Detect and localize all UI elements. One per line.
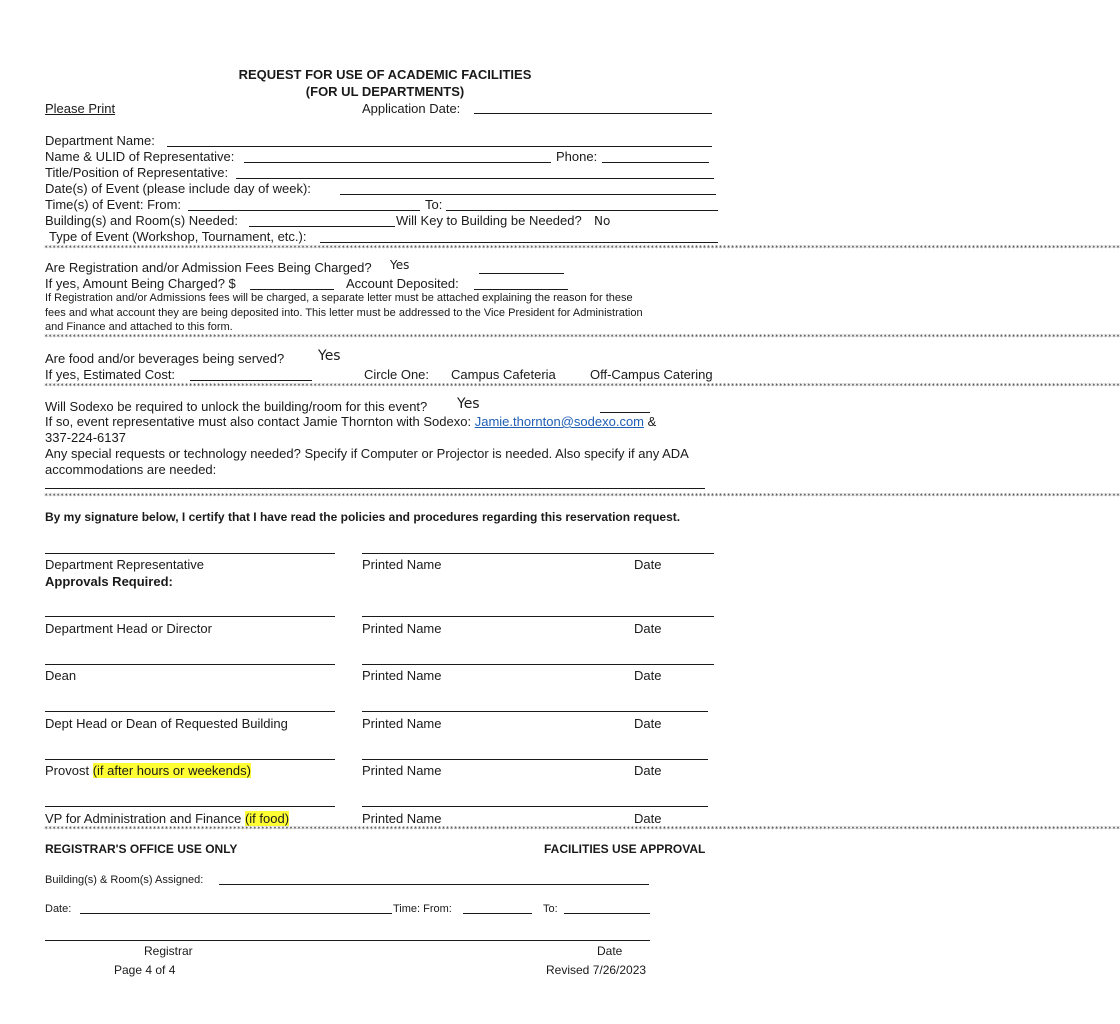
vp-signature-line[interactable] bbox=[45, 806, 335, 807]
food-question: Are food and/or beverages being served? bbox=[45, 351, 285, 366]
event-type-label: Type of Event (Workshop, Tournament, etc.): bbox=[49, 229, 307, 244]
food-answer[interactable]: Yes bbox=[318, 348, 341, 364]
dean-printed-line[interactable] bbox=[362, 664, 714, 665]
separator-3: **************************************************************************************************************************************************************************************************************************************************************************** bbox=[44, 382, 1120, 390]
separator-1: **************************************************************************************************************************************************************************************************************************************************************************** bbox=[44, 244, 1120, 252]
printed-name-label: Printed Name bbox=[362, 557, 442, 572]
event-dates-field[interactable] bbox=[340, 194, 716, 195]
rooms-assigned-label: Building(s) & Room(s) Assigned: bbox=[45, 874, 204, 886]
ampersand: & bbox=[647, 414, 657, 429]
dean-label: Dean bbox=[45, 668, 77, 683]
approvals-required-heading: Approvals Required: bbox=[45, 574, 173, 589]
page-number: Page 4 of 4 bbox=[114, 963, 176, 977]
name-ulid-field[interactable] bbox=[244, 162, 551, 163]
form-title: REQUEST FOR USE OF ACADEMIC FACILITIES bbox=[238, 67, 532, 82]
provost-title: Provost bbox=[45, 763, 90, 778]
please-print-label: Please Print bbox=[45, 101, 116, 116]
food-cost-label: If yes, Estimated Cost: bbox=[45, 367, 176, 382]
key-needed-label: Will Key to Building be Needed? bbox=[396, 213, 582, 228]
department-name-label: Department Name: bbox=[45, 133, 155, 148]
date-label: Date bbox=[634, 716, 662, 731]
building-room-label: Building(s) and Room(s) Needed: bbox=[45, 213, 238, 228]
separator-2: **************************************************************************************************************************************************************************************************************************************************************************** bbox=[44, 333, 1120, 341]
special-requests-line-2: accommodations are needed: bbox=[45, 462, 217, 477]
printed-name-label: Printed Name bbox=[362, 716, 442, 731]
provost-condition-highlight: (if after hours or weekends) bbox=[92, 763, 251, 778]
registrar-time-from-field[interactable] bbox=[463, 913, 532, 914]
dept-head-signature-line[interactable] bbox=[45, 616, 335, 617]
event-time-from-label: Time(s) of Event: From: bbox=[45, 197, 182, 212]
dept-head-bldg-signature-line[interactable] bbox=[45, 711, 335, 712]
date-label: Date bbox=[634, 811, 662, 826]
sodexo-answer[interactable]: Yes bbox=[457, 396, 480, 412]
provost-label bbox=[45, 763, 251, 778]
sodexo-question: Will Sodexo be required to unlock the building/room for this event? bbox=[45, 399, 428, 414]
food-cost-field[interactable] bbox=[190, 380, 312, 381]
event-time-from-field[interactable] bbox=[188, 210, 420, 211]
printed-name-label: Printed Name bbox=[362, 811, 442, 826]
form-subtitle: (FOR UL DEPARTMENTS) bbox=[305, 84, 465, 99]
name-ulid-label: Name & ULID of Representative: bbox=[45, 149, 235, 164]
application-date-field[interactable] bbox=[474, 113, 712, 114]
registrar-label: Registrar bbox=[144, 944, 193, 958]
dept-rep-signature-line[interactable] bbox=[45, 553, 335, 554]
date-label: Date bbox=[634, 557, 662, 572]
dept-head-label: Department Head or Director bbox=[45, 621, 212, 636]
fees-answer[interactable]: Yes bbox=[390, 258, 410, 272]
dept-head-printed-line[interactable] bbox=[362, 616, 714, 617]
fees-extra-field[interactable] bbox=[479, 273, 564, 274]
campus-cafeteria-option[interactable]: Campus Cafeteria bbox=[451, 367, 556, 382]
sodexo-contact-text bbox=[45, 414, 656, 429]
phone-label: Phone: bbox=[556, 149, 598, 164]
application-date-label: Application Date: bbox=[362, 101, 461, 116]
dept-rep-printed-line[interactable] bbox=[362, 553, 714, 554]
certify-statement: By my signature below, I certify that I have read the policies and procedures regarding this reservation request. bbox=[45, 510, 681, 524]
event-time-to-label: To: bbox=[425, 197, 443, 212]
event-type-field[interactable] bbox=[320, 242, 718, 243]
building-room-field[interactable] bbox=[249, 226, 395, 227]
event-time-to-field[interactable] bbox=[446, 210, 718, 211]
registrar-date-label: Date: bbox=[45, 903, 72, 915]
account-deposited-label: Account Deposited: bbox=[346, 276, 459, 291]
date-label: Date bbox=[634, 621, 662, 636]
fees-note-line-3: and Finance and attached to this form. bbox=[45, 321, 233, 333]
registrar-date-field[interactable] bbox=[80, 913, 392, 914]
printed-name-label: Printed Name bbox=[362, 763, 442, 778]
off-campus-catering-option[interactable]: Off-Campus Catering bbox=[590, 367, 713, 382]
vp-condition-highlight: (if food) bbox=[244, 811, 290, 826]
separator-5: **************************************************************************************************************************************************************************************************************************************************************************** bbox=[44, 825, 1120, 833]
dept-head-bldg-printed-line[interactable] bbox=[362, 711, 708, 712]
special-requests-line-1: Any special requests or technology needed? Specify if Computer or Projector is needed. Also specify if any ADA bbox=[45, 446, 689, 461]
event-dates-label: Date(s) of Event (please include day of week): bbox=[45, 181, 311, 196]
sodexo-phone: 337-224-6137 bbox=[45, 430, 126, 445]
dept-rep-label: Department Representative bbox=[45, 557, 204, 572]
vp-title: VP for Administration and Finance bbox=[45, 811, 242, 826]
date-label: Date bbox=[634, 763, 662, 778]
vp-printed-line[interactable] bbox=[362, 806, 708, 807]
registrar-date-sig-label: Date bbox=[597, 944, 623, 958]
sodexo-email-link[interactable]: Jamie.thornton@sodexo.com bbox=[474, 414, 644, 429]
account-deposited-field[interactable] bbox=[474, 289, 568, 290]
date-label: Date bbox=[634, 668, 662, 683]
separator-4: **************************************************************************************************************************************************************************************************************************************************************************** bbox=[44, 492, 1120, 500]
printed-name-label: Printed Name bbox=[362, 668, 442, 683]
special-requests-field[interactable] bbox=[45, 488, 705, 489]
vp-label bbox=[45, 811, 289, 826]
revision-date: Revised 7/26/2023 bbox=[546, 963, 647, 977]
fees-question: Are Registration and/or Admission Fees Being Charged? bbox=[45, 260, 372, 275]
registrar-time-from-label: Time: From: bbox=[393, 903, 452, 915]
fees-amount-label: If yes, Amount Being Charged? $ bbox=[45, 276, 236, 291]
title-position-field[interactable] bbox=[236, 178, 714, 179]
circle-one-label: Circle One: bbox=[364, 367, 430, 382]
registrar-signature-line[interactable] bbox=[45, 940, 650, 941]
dept-head-bldg-label: Dept Head or Dean of Requested Building bbox=[45, 716, 288, 731]
registrar-time-to-field[interactable] bbox=[564, 913, 650, 914]
registrar-time-to-label: To: bbox=[543, 903, 558, 915]
sodexo-extra-field[interactable] bbox=[600, 412, 650, 413]
dean-signature-line[interactable] bbox=[45, 664, 335, 665]
registrar-office-heading: REGISTRAR'S OFFICE USE ONLY bbox=[45, 842, 238, 856]
provost-signature-line[interactable] bbox=[45, 759, 335, 760]
key-needed-value[interactable]: No bbox=[594, 214, 611, 228]
sodexo-contact-label: If so, event representative must also contact Jamie Thornton with Sodexo: bbox=[45, 414, 472, 429]
fees-note-line-2: fees and what account they are being deposited into. This letter must be addressed to the Vice President for Administration bbox=[45, 307, 643, 319]
facilities-approval-heading: FACILITIES USE APPROVAL bbox=[544, 842, 706, 856]
fees-amount-field[interactable] bbox=[250, 289, 334, 290]
provost-printed-line[interactable] bbox=[362, 759, 708, 760]
phone-field[interactable] bbox=[602, 162, 709, 163]
department-name-field[interactable] bbox=[167, 146, 712, 147]
title-position-label: Title/Position of Representative: bbox=[45, 165, 229, 180]
printed-name-label: Printed Name bbox=[362, 621, 442, 636]
fees-note-line-1: If Registration and/or Admissions fees will be charged, a separate letter must be attached explaining the reason for these bbox=[45, 292, 633, 304]
rooms-assigned-field[interactable] bbox=[219, 884, 649, 885]
